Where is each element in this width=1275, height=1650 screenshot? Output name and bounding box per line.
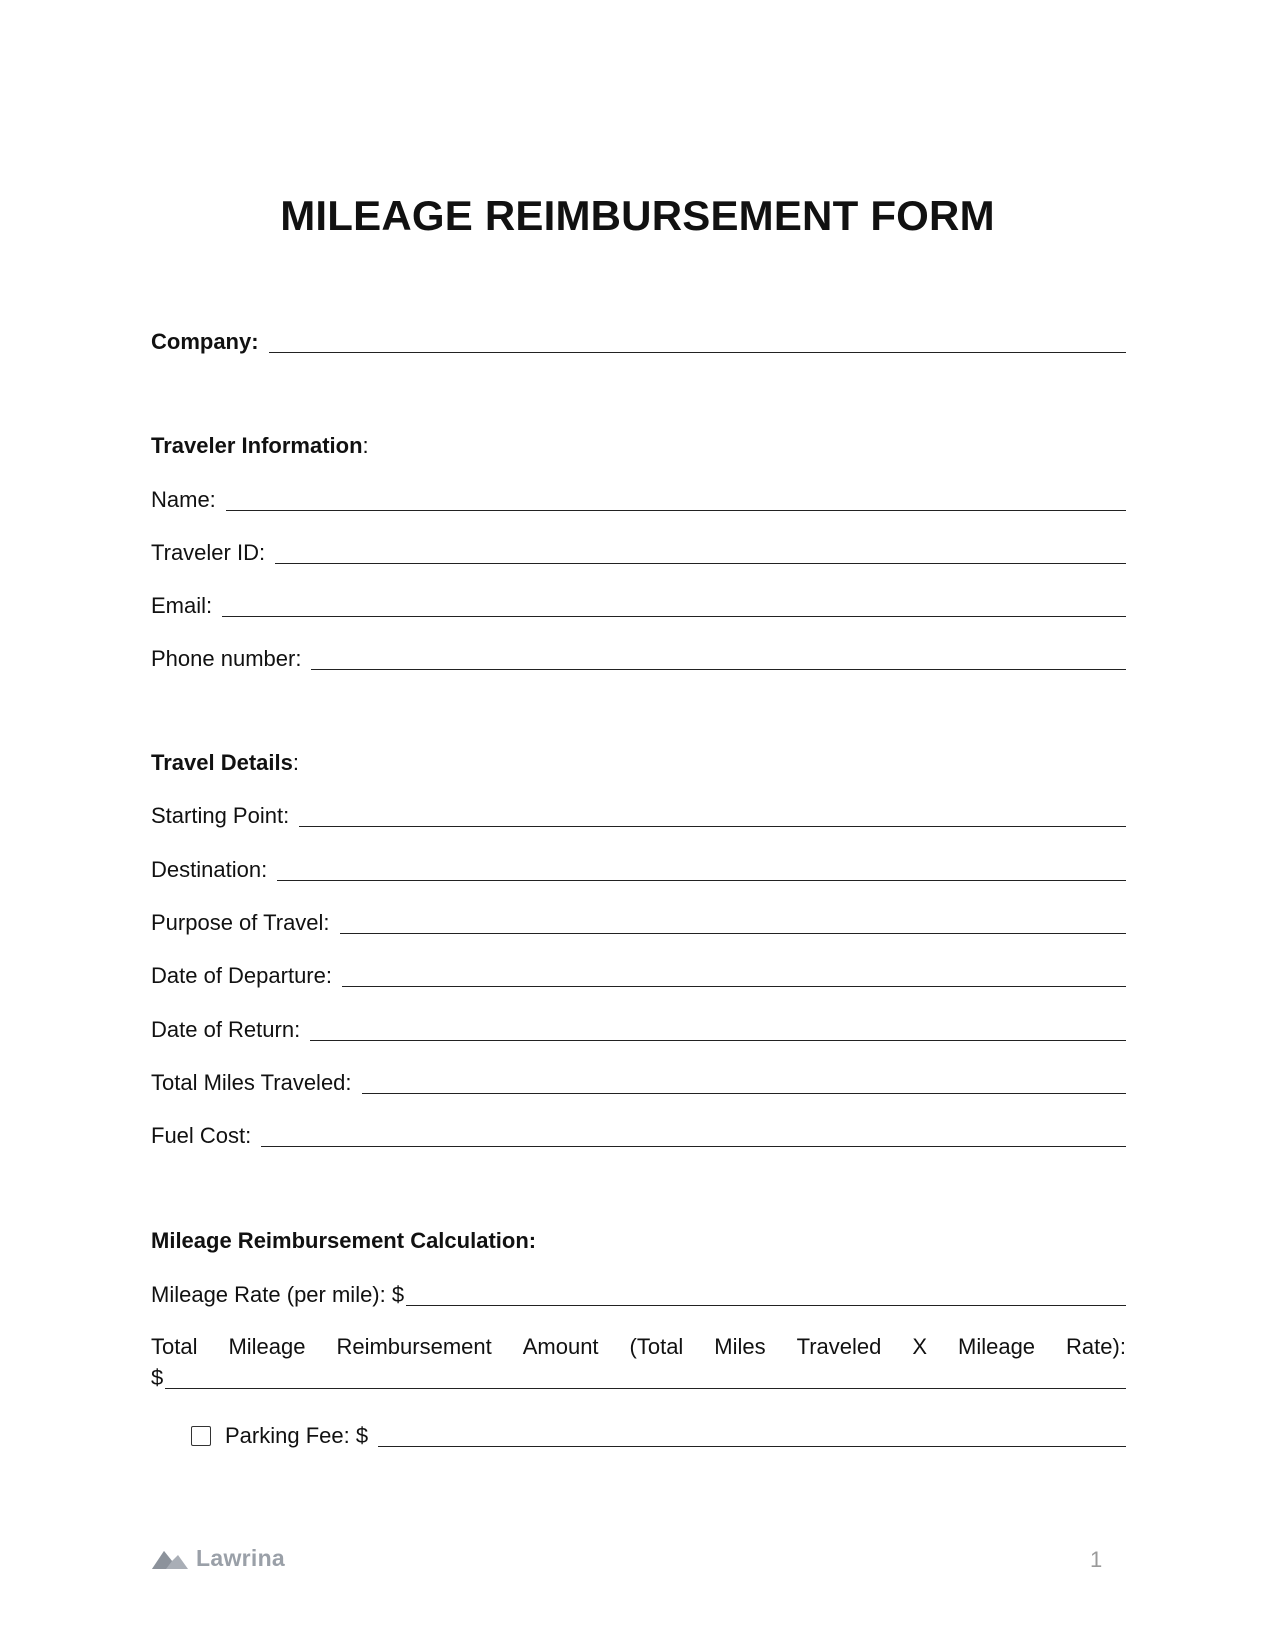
traveler-id-input-line[interactable]: [275, 563, 1126, 564]
departure-date-label: Date of Departure:: [151, 963, 332, 988]
company-field[interactable]: [151, 327, 1126, 357]
travel-section-heading: [151, 748, 1126, 778]
lawrina-logo: [152, 1545, 285, 1572]
name-label: Name:: [151, 487, 216, 512]
total-reimbursement-word: X: [912, 1334, 928, 1359]
departure-date-field[interactable]: [151, 961, 1126, 991]
company-label: Company:: [151, 329, 259, 354]
lawrina-logo-text: Lawrina: [196, 1545, 286, 1571]
parking-fee-checkbox[interactable]: [191, 1426, 211, 1446]
fuel-cost-field[interactable]: [151, 1121, 1126, 1151]
phone-input-line[interactable]: [311, 669, 1126, 670]
parking-fee-field[interactable]: [191, 1421, 1126, 1451]
travel-heading-colon: :: [292, 750, 299, 775]
destination-input-line[interactable]: [277, 880, 1126, 881]
total-reimbursement-label: [151, 1332, 1126, 1362]
fuel-cost-label: Fuel Cost:: [151, 1123, 252, 1148]
total-reimbursement-word: Rate):: [1066, 1334, 1126, 1359]
form-title: MILEAGE REIMBURSEMENT FORM: [280, 192, 995, 239]
total-reimbursement-word: (Total: [629, 1334, 684, 1359]
return-date-input-line[interactable]: [310, 1040, 1126, 1041]
mileage-rate-field[interactable]: [151, 1280, 1126, 1310]
traveler-section-heading: [151, 431, 1126, 461]
company-input-line[interactable]: [269, 352, 1126, 353]
total-reimbursement-word: Mileage: [228, 1334, 306, 1359]
name-field[interactable]: [151, 485, 1126, 515]
name-input-line[interactable]: [226, 510, 1126, 511]
total-reimbursement-dollar: $: [151, 1365, 164, 1390]
destination-label: Destination:: [151, 857, 268, 882]
mountain-logo-icon: [152, 1547, 188, 1571]
parking-fee-label: Parking Fee: $: [225, 1423, 369, 1448]
total-reimbursement-word: Traveled: [796, 1334, 882, 1359]
traveler-heading-colon: :: [362, 433, 369, 458]
email-input-line[interactable]: [222, 616, 1126, 617]
purpose-label: Purpose of Travel:: [151, 910, 330, 935]
calc-section-heading: Mileage Reimbursement Calculation:: [151, 1228, 537, 1253]
starting-point-label: Starting Point:: [151, 803, 290, 828]
mileage-rate-label: Mileage Rate (per mile): $: [151, 1282, 405, 1307]
total-reimbursement-input-line[interactable]: [165, 1388, 1126, 1389]
starting-point-field[interactable]: [151, 801, 1126, 831]
total-reimbursement-word: Miles: [714, 1334, 766, 1359]
total-reimbursement-word: Amount: [522, 1334, 599, 1359]
total-reimbursement-word: Total: [151, 1334, 198, 1359]
traveler-heading-text: Traveler Information: [151, 433, 363, 458]
total-miles-input-line[interactable]: [362, 1093, 1126, 1094]
page-number: 1: [1090, 1547, 1103, 1572]
fuel-cost-input-line[interactable]: [261, 1146, 1126, 1147]
total-reimbursement-field[interactable]: [151, 1363, 1126, 1393]
destination-field[interactable]: [151, 855, 1126, 885]
total-miles-field[interactable]: [151, 1068, 1126, 1098]
email-label: Email:: [151, 593, 213, 618]
phone-field[interactable]: [151, 644, 1126, 674]
departure-date-input-line[interactable]: [342, 986, 1126, 987]
total-miles-label: Total Miles Traveled:: [151, 1070, 352, 1095]
return-date-field[interactable]: [151, 1015, 1126, 1045]
traveler-id-label: Traveler ID:: [151, 540, 266, 565]
mileage-rate-input-line[interactable]: [406, 1305, 1126, 1306]
purpose-input-line[interactable]: [340, 933, 1126, 934]
parking-fee-input-line[interactable]: [378, 1446, 1126, 1447]
purpose-field[interactable]: [151, 908, 1126, 938]
total-reimbursement-word: Mileage: [958, 1334, 1036, 1359]
total-reimbursement-word: Reimbursement: [336, 1334, 492, 1359]
travel-heading-text: Travel Details: [151, 750, 293, 775]
starting-point-input-line[interactable]: [299, 826, 1126, 827]
phone-label: Phone number:: [151, 646, 302, 671]
email-field[interactable]: [151, 591, 1126, 621]
return-date-label: Date of Return:: [151, 1017, 301, 1042]
traveler-id-field[interactable]: [151, 538, 1126, 568]
